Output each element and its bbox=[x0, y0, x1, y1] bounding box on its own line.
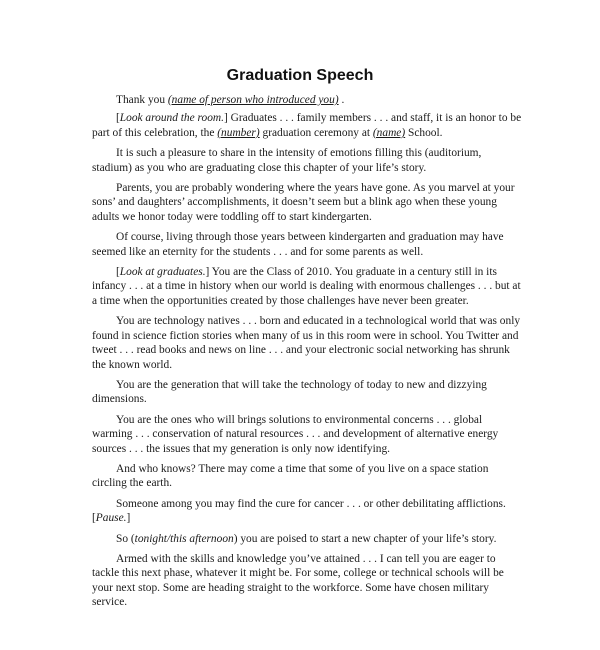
paragraph-eternity: Of course, living through those years between kindergarten and graduation may have seemed like an eternity for the students . . . and for some parents as well. bbox=[92, 231, 504, 258]
blank-introducer-name: (name of person who introduced you) bbox=[167, 94, 339, 106]
paragraph-class-of-2010 bbox=[92, 265, 522, 308]
stage-direction: Look around the room. bbox=[119, 112, 224, 125]
cure-text: Someone among you may find the cure for cancer . . . or other debilitating afflictions. [ bbox=[92, 497, 506, 525]
blank-number: (number) bbox=[217, 126, 260, 139]
page-title: Graduation Speech bbox=[226, 67, 374, 84]
paragraph-pleasure: It is such a pleasure to share in the intensity of emotions filling this (auditorium, stadium) as you who are graduating close this chapter of your life’s story. bbox=[92, 147, 482, 174]
bracket-open: [ bbox=[116, 112, 120, 125]
paragraph-armed: Armed with the skills and knowledge you’ve attained . . . I can tell you are eager to tackle this next phase, whatever it might be. For some, college or technical schools will be your next stop. Some are heading straight to the workforce. Some have chosen military service. bbox=[92, 552, 504, 609]
chapter-text-start: So ( bbox=[116, 532, 135, 545]
chapter-text: ) you are poised to start a new chapter of your life’s story. bbox=[233, 532, 497, 545]
bracket-open: [ bbox=[116, 266, 120, 279]
class-text: ] You are the Class of 2010. You graduate in a century still in its infancy . . . at a time in history when our world is dealing with enormous challenges . . . but at a time when the opportunities created by those challenges have never been greater. bbox=[92, 266, 521, 307]
stage-direction: tonight/this afternoon bbox=[134, 532, 234, 545]
welcome-text: ] Graduates . . . family members . . . and staff, it is an honor to be part of this celebration, the bbox=[92, 112, 522, 139]
welcome-text-mid: graduation ceremony at bbox=[259, 126, 373, 139]
paragraph-welcome bbox=[92, 111, 522, 140]
stage-direction: Look at graduates. bbox=[119, 266, 206, 279]
paragraph-technology-natives: You are technology natives . . . born and educated in a technological world that was only found in science fiction stories when many of us in this room were in school. You Twitter and tweet . . . read books and news on line . . . and your electronic social networking has shrunk the known world. bbox=[92, 315, 521, 371]
paragraph-thanks bbox=[92, 93, 522, 107]
paragraph-space-station: And who knows? There may come a time that some of you live on a space station circling the earth. bbox=[92, 462, 489, 490]
thanks-end: . bbox=[338, 94, 345, 106]
welcome-text-end: School. bbox=[405, 126, 443, 139]
speech-body bbox=[92, 93, 522, 616]
paragraph-environment: You are the ones who will brings solutions to environmental concerns . . . global warming . . . conservation of natural resources . . . and development of alternative energy sources . . . the issues that my generation is only now identifying. bbox=[92, 413, 499, 455]
stage-direction: Pause. bbox=[95, 512, 127, 525]
paragraph-parents: Parents, you are probably wondering where the years have gone. As you marvel at your sons’ and daughters’ accomplishments, it doesn’t seem but a blink ago when these young adults we honor today were toddling off to start kindergarten. bbox=[92, 182, 515, 223]
paragraph-cure bbox=[92, 497, 522, 526]
bracket-close: ] bbox=[126, 512, 131, 525]
thanks-text: Thank you bbox=[116, 94, 168, 106]
blank-school-name: (name) bbox=[372, 126, 406, 139]
paragraph-new-chapter bbox=[92, 532, 522, 546]
paragraph-generation: You are the generation that will take the technology of today to new and dizzying dimensions. bbox=[92, 378, 487, 406]
